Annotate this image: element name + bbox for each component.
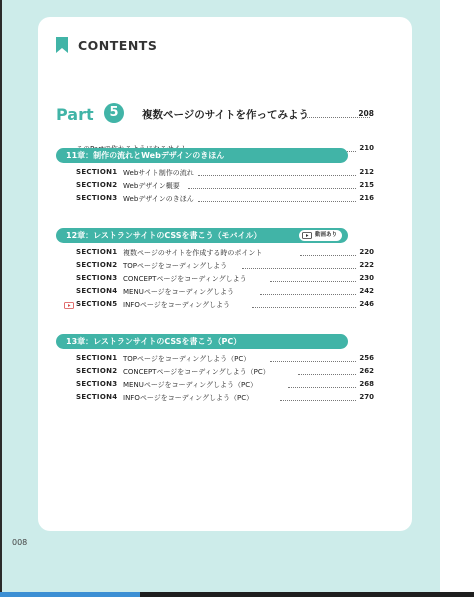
section-page-number: 216 <box>359 194 374 202</box>
toc-entry[interactable] <box>76 380 374 392</box>
section-title: CONCEPTページをコーディングしよう（PC） <box>123 368 270 376</box>
part-number-badge: 5 <box>104 103 124 123</box>
toc-entry[interactable] <box>76 261 374 273</box>
toc-entry[interactable] <box>76 274 374 286</box>
section-page-number: 215 <box>359 181 374 189</box>
leader-dots <box>198 175 356 176</box>
video-icon <box>64 302 74 309</box>
page-number: 008 <box>12 538 28 547</box>
leader-dots <box>300 255 356 256</box>
section-page-number: 256 <box>359 354 374 362</box>
section-page-number: 246 <box>359 300 374 308</box>
chapter-12-heading[interactable] <box>56 228 348 243</box>
contents-title: CONTENTS <box>78 37 158 53</box>
leader-dots <box>270 281 356 282</box>
leader-dots <box>198 201 356 202</box>
leader-dots <box>242 268 356 269</box>
section-label: SECTION2 <box>76 367 118 375</box>
section-page-number: 220 <box>359 248 374 256</box>
leader-dots <box>260 294 356 295</box>
chapter-13-heading[interactable] <box>56 334 348 349</box>
section-label: SECTION3 <box>76 380 118 388</box>
chapter-title: 12章：レストランサイトのCSSを書こう（モバイル） <box>66 231 262 240</box>
video-play-icon <box>302 232 312 239</box>
video-badge[interactable] <box>299 230 342 241</box>
section-label: SECTION1 <box>76 354 118 362</box>
toc-entry[interactable] <box>76 181 374 193</box>
section-title: 複数ページのサイトを作成する時のポイント <box>123 249 263 257</box>
toc-entry[interactable] <box>76 354 374 366</box>
section-title: MENUページをコーディングしよう <box>123 288 234 296</box>
toc-entry[interactable] <box>76 168 374 180</box>
chapter-11-heading[interactable] <box>56 148 348 163</box>
contents-header <box>56 37 157 53</box>
bookmark-icon <box>56 37 68 53</box>
part-title: 複数ページのサイトを作ってみよう <box>142 109 310 121</box>
section-title: INFOページをコーディングしよう（PC） <box>123 394 254 402</box>
toc-entry[interactable] <box>76 287 374 299</box>
section-label: SECTION3 <box>76 194 118 202</box>
section-label: SECTION2 <box>76 261 118 269</box>
section-title: CONCEPTページをコーディングしよう <box>123 275 247 283</box>
section-title: Webデザイン概要 <box>123 182 180 190</box>
section-page-number: 242 <box>359 287 374 295</box>
section-title: INFOページをコーディングしよう <box>123 301 230 309</box>
leader-dots <box>280 400 356 401</box>
leader-dots <box>298 374 356 375</box>
leader-dots <box>270 361 356 362</box>
section-label: SECTION3 <box>76 274 118 282</box>
toc-entry[interactable] <box>76 300 374 312</box>
section-page-number: 212 <box>359 168 374 176</box>
book-page <box>2 0 440 592</box>
contents-card <box>38 17 412 531</box>
toc-entry[interactable] <box>76 367 374 379</box>
part-page-number: 208 <box>358 109 374 118</box>
toc-entry[interactable] <box>76 194 374 206</box>
section-page-number: 222 <box>359 261 374 269</box>
page-margin <box>440 0 474 592</box>
toc-entry[interactable] <box>76 393 374 405</box>
section-page-number: 270 <box>359 393 374 401</box>
leader-dots <box>188 188 356 189</box>
section-label: SECTION2 <box>76 181 118 189</box>
intro-page-number: 210 <box>359 144 374 152</box>
section-page-number: 230 <box>359 274 374 282</box>
video-badge-label: 動画あり <box>314 232 337 238</box>
chapter-title: 11章：制作の流れとWebデザインのきほん <box>66 151 225 160</box>
section-label: SECTION4 <box>76 393 118 401</box>
part-heading[interactable] <box>56 103 400 125</box>
section-label: SECTION1 <box>76 248 118 256</box>
section-title: Webサイト制作の流れ <box>123 169 194 177</box>
leader-dots <box>288 387 356 388</box>
section-title: Webデザインのきほん <box>123 195 194 203</box>
section-label: SECTION4 <box>76 287 118 295</box>
scrollbar-thumb[interactable] <box>0 592 140 597</box>
section-title: TOPページをコーディングしよう <box>123 262 228 270</box>
section-page-number: 262 <box>359 367 374 375</box>
toc-entry[interactable] <box>76 248 374 260</box>
section-title: TOPページをコーディングしよう（PC） <box>123 355 251 363</box>
chapter-title: 13章：レストランサイトのCSSを書こう（PC） <box>66 337 242 346</box>
section-title: MENUページをコーディングしよう（PC） <box>123 381 258 389</box>
section-label: SECTION1 <box>76 168 118 176</box>
section-page-number: 268 <box>359 380 374 388</box>
part-label: Part <box>56 105 94 124</box>
leader-dots <box>252 307 356 308</box>
section-label: SECTION5 <box>76 300 118 308</box>
